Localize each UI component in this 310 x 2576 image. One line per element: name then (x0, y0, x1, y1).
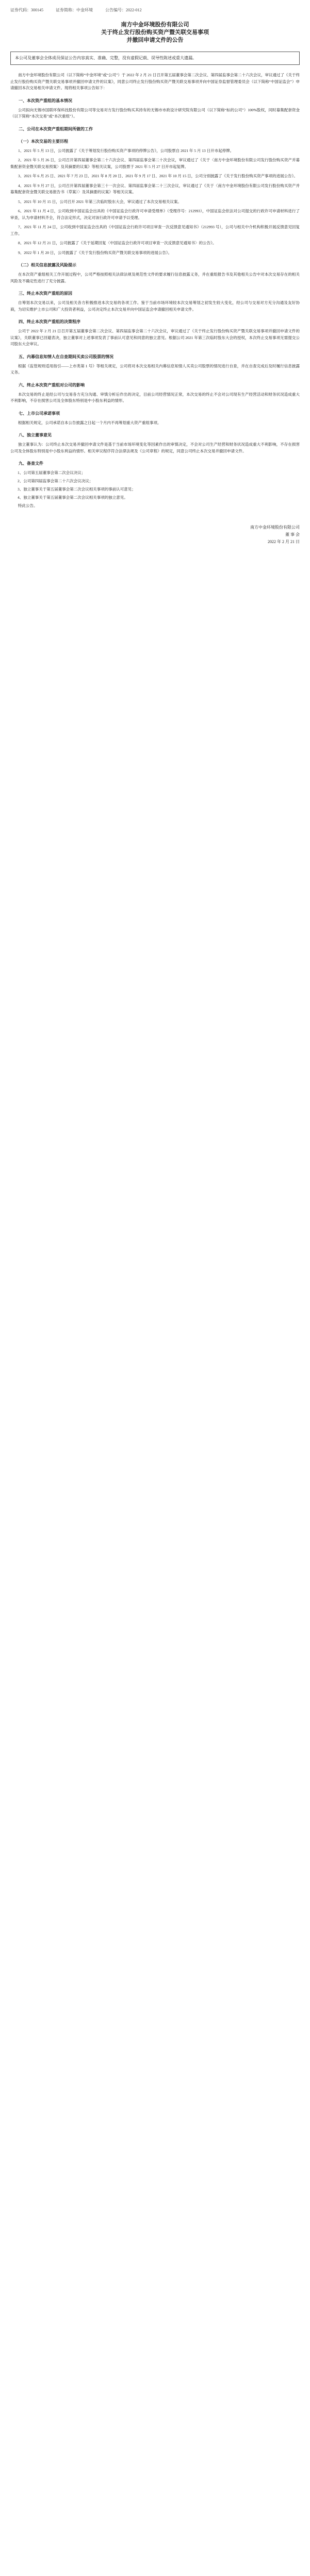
body-paragraph: 2、2021 年 5 月 26 日，公司召开第四届董事会第二十六次会议、第四届监事会第二十次会议，审议通过了《关于〈南方中金环境股份有限公司发行股份购买资产并募集配套资金暨关联交易预案〉及其摘要的议案》等相关议案，公司股票于 2021 年 5 月 27 日开市起复牌。 (10, 158, 300, 169)
security-abbr: 证券简称：中金环境 (56, 8, 93, 12)
body-paragraph: 9、2022 年 1 月 20 日，公司披露了《关于发行股份购买资产暨关联交易事项的进展公告》。 (18, 250, 172, 255)
body-paragraph: 5、2021 年 10 月 15 日，公司召开 2021 年第三次临时股东大会，审议通过了本次交易相关议案。 (18, 199, 182, 204)
body-paragraph: 7、2021 年 11 月 24 日，公司收到中国证监会出具的《中国证监会行政许可项目审查一次反馈意见通知书》（212993 号），公司与相关中介机构积极开展反馈意见回复工作。 (10, 225, 300, 236)
list-item: 4、独立董事关于第五届董事会第二次会议相关事项的独立意见。 (18, 495, 128, 500)
section-heading-5: 五、内幕信息知情人在自查期间买卖公司股票的情况 (19, 354, 113, 359)
list-item: 3、独立董事关于第五届董事会第二次会议相关事项的事前认可意见； (18, 487, 136, 492)
body-paragraph: 3、2021 年 6 月 25 日、2021 年 7 月 23 日、2021 年 8 月 20 日、2021 年 9 月 17 日、2021 年 10 月 15 日，公司分别披露了《关于发行股份购买资产事项的进展公告》。 (18, 174, 298, 178)
section-heading-6: 六、终止本次资产重组对公司的影响 (19, 382, 85, 387)
body-paragraph: 根据相关规定，公司承诺自本公告披露之日起一个月内不再筹划重大资产重组事项。 (18, 420, 161, 425)
sign-date: 2022 年 2 月 21 日 (268, 539, 300, 544)
sub-heading-2: （二）相关信息披露及风险提示 (19, 263, 76, 267)
body-paragraph: 独立董事认为：公司终止本次交易并撤回申请文件是基于当前市场环境变化等因素作出的审慎决定，不会对公司生产经营和财务状况造成重大不利影响，不存在损害公司及全体股东特别是中小股东利益的情形。相关审议程序符合法律法规及《公司章程》的规定，同意公司终止本次交易并撤回申请文件。 (10, 442, 300, 453)
list-item: 1、公司第五届董事会第二次会议决议； (18, 470, 86, 475)
sub-heading-1: （一）本次交易的主要历程 (19, 139, 68, 144)
section-heading-3: 三、终止本次资产重组的原因 (19, 291, 72, 296)
section-heading-9: 九、备查文件 (19, 461, 43, 466)
board-guarantee-notice: 本公司及董事会全体成员保证公告内容真实、准确、完整，没有虚假记载、误导性陈述或重大遗漏。 (10, 52, 300, 65)
body-paragraph: 1、2021 年 5 月 13 日，公司披露了《关于筹划发行股份购买资产事项的停牌公告》，公司股票自 2021 年 5 月 13 日开市起停牌。 (18, 148, 234, 153)
page-title (10, 21, 300, 44)
intro-paragraph: 南方中金环境股份有限公司（以下简称“中金环境”或“公司”）于 2022 年 2 月 21 日召开第五届董事会第二次会议、第四届监事会第二十六次会议，审议通过了《关于终止发行股份购买资产暨关联交易事项并撤回申请文件的议案》，同意公司终止发行股份购买资产暨关联交易事项并向中国证券监督管理委员会（以下简称“中国证监会”）申请撤回本次交易相关申请文件。现将相关事项公告如下： (10, 73, 300, 90)
section-heading-7: 七、上市公司承诺事项 (19, 411, 60, 416)
announcement-page (0, 0, 310, 556)
list-item: 2、公司第四届监事会第二十六次会议决议； (18, 479, 93, 483)
sign-company: 南方中金环境股份有限公司 (250, 524, 300, 530)
body-paragraph: 公司拟向无锡市国联环保科技股份有限公司等交易对方发行股份购买其持有的无锡市市政设计研究院有限公司（以下简称“标的公司”）100%股权，同时募集配套资金（以下简称“本次交易”或“本次重组”）。 (10, 107, 300, 118)
notice-number: 公告编号：2022-012 (105, 8, 142, 12)
closing-text: 特此公告。 (18, 503, 38, 508)
title-line-3: 并撤回申请文件的公告 (126, 37, 184, 43)
body-paragraph: 在本次资产重组相关工作开展过程中，公司严格按照相关法律法规及规范性文件的要求履行信息披露义务，并在重组报告书及其他相关公告中对本次交易存在的相关风险及不确定性进行了充分披露。 (10, 272, 300, 283)
body-paragraph: 4、2021 年 9 月 27 日，公司召开第四届董事会第三十一次会议、第四届监事会第二十三次会议，审议通过了《关于〈南方中金环境股份有限公司发行股份购买资产并募集配套资金暨关联交易报告书（草案）〉及其摘要的议案》等相关议案。 (10, 183, 300, 194)
section-heading-4: 四、终止本次资产重组的决策程序 (19, 319, 80, 324)
body-paragraph: 6、2021 年 11 月 4 日，公司收到中国证监会出具的《中国证监会行政许可申请受理单》（受理序号：212993），中国证监会依法对公司提交的行政许可申请材料进行了审查，认为申请材料齐全，符合法定形式，决定对该行政许可申请予以受理。 (10, 209, 300, 220)
section-heading-1: 一、本次资产重组的基本情况 (19, 98, 72, 103)
body-paragraph: 公司于 2022 年 2 月 21 日召开第五届董事会第二次会议、第四届监事会第二十六次会议，审议通过了《关于终止发行股份购买资产暨关联交易事项并撤回申请文件的议案》，关联董事已回避表决，独立董事对上述事项发表了事前认可意见和同意的独立意见。根据公司 2021 年第三次临时股东大会的授权，本次终止交易事项无需提交公司股东大会审议。 (10, 329, 300, 346)
title-line-2: 关于终止发行股份购买资产暨关联交易事项 (101, 29, 209, 36)
sign-board: 董 事 会 (285, 532, 300, 537)
body-paragraph: 本次交易的终止是经公司与交易各方充分沟通、审慎分析后作出的决定，目前公司经营情况正常，本次交易的终止不会对公司现有生产经营活动和财务状况造成重大不利影响，不存在损害公司及全体股东特别是中小股东利益的情形。 (10, 392, 300, 403)
company-name: 南方中金环境股份有限公司 (121, 22, 189, 28)
announcement-body (10, 72, 300, 510)
body-paragraph: 根据《监管规则适用指引——上市类第 1 号》等相关规定，公司将对本次交易相关内幕信息知情人买卖公司股票的情况进行自查，并在自查完成后及时履行信息披露义务。 (10, 363, 300, 375)
signature-block (10, 524, 300, 546)
body-paragraph: 自筹划本次交易以来，公司及相关各方积极推进本次交易的各项工作。鉴于当前市场环境较本次交易筹划之初发生较大变化，经公司与交易对方充分沟通及友好协商，为切实维护上市公司和广大投资者利益，公司决定终止本次交易并向中国证监会申请撤回相关申请文件。 (10, 300, 300, 312)
security-code: 证券代码：300145 (10, 8, 43, 12)
body-paragraph: 8、2021 年 12 月 21 日，公司披露了《关于延期回复〈中国证监会行政许可项目审查一次反馈意见通知书〉的公告》。 (18, 241, 217, 245)
section-heading-8: 八、独立董事意见 (19, 433, 52, 437)
security-code-line (10, 7, 300, 13)
section-heading-2: 二、公司在本次资产重组期间所做的工作 (19, 126, 93, 131)
document-list (10, 470, 300, 501)
